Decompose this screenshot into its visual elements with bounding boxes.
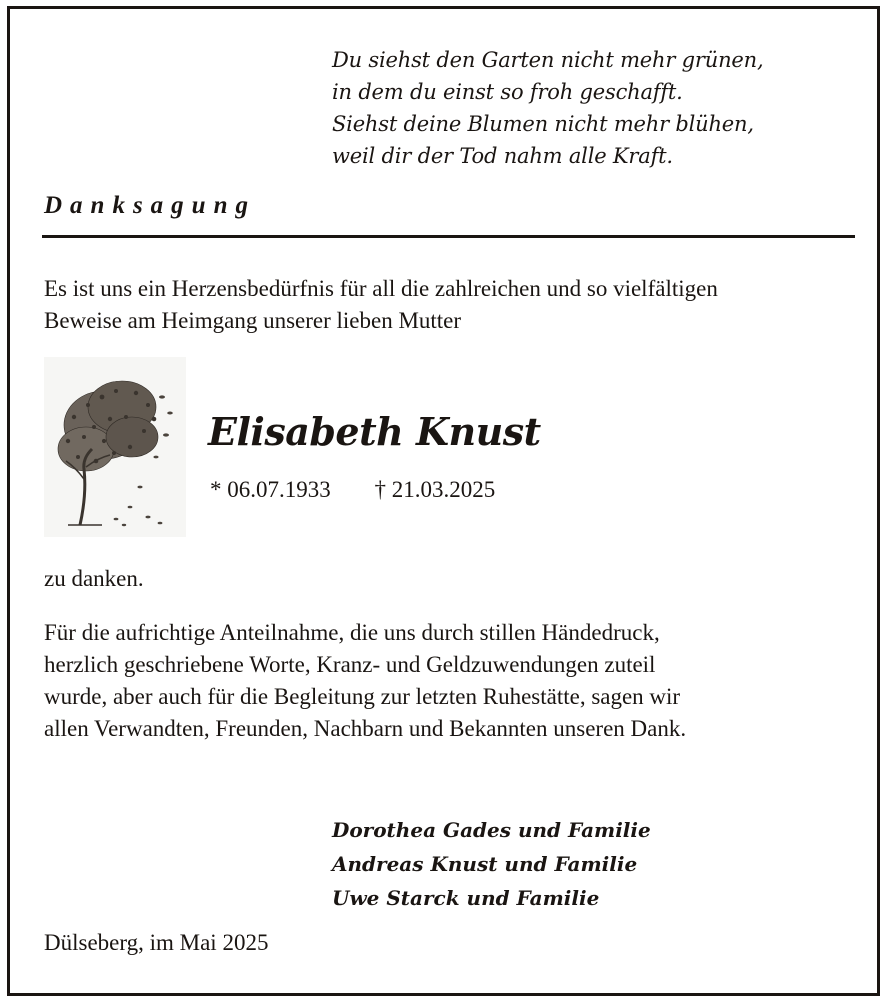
thanks-phrase: zu danken.: [44, 566, 144, 591]
life-dates: [210, 477, 495, 503]
intro-line: Es ist uns ein Herzensbedürfnis für all die zahlreichen und so vielfältigen: [44, 276, 718, 301]
notice-heading: Danksagung: [44, 192, 256, 219]
thanks-paragraph: [44, 617, 686, 745]
thanks-line: allen Verwandten, Freunden, Nachbarn und Bekannten unseren Dank.: [44, 716, 687, 741]
intro-line: Beweise am Heimgang unserer lieben Mutter: [44, 308, 462, 333]
heading-divider: [42, 235, 855, 238]
birth-date: * 06.07.1933: [210, 477, 331, 502]
tree-icon: [44, 357, 186, 537]
thanks-line: herzlich geschriebene Worte, Kranz- und Geldzuwendungen zuteil: [44, 652, 656, 677]
intro-paragraph: [44, 273, 718, 337]
place-and-date: Dülseberg, im Mai 2025: [44, 930, 269, 955]
thanks-line: wurde, aber auch für die Begleitung zur letzten Ruhestätte, sagen wir: [44, 684, 681, 709]
poem-line: in dem du einst so froh geschafft.: [332, 80, 683, 104]
deceased-name: Elisabeth Knust: [208, 409, 541, 454]
poem-line: Siehst deine Blumen nicht mehr blühen,: [332, 112, 754, 136]
signatures: [332, 813, 651, 915]
poem-line: weil dir der Tod nahm alle Kraft.: [332, 144, 673, 168]
thanks-line: Für die aufrichtige Anteilnahme, die uns durch stillen Händedruck,: [44, 620, 660, 645]
poem-line: Du siehst den Garten nicht mehr grünen,: [332, 48, 764, 72]
signature-line: Andreas Knust und Familie: [332, 852, 638, 876]
signature-line: Uwe Starck und Familie: [332, 886, 600, 910]
memorial-poem: [332, 44, 763, 172]
signature-line: Dorothea Gades und Familie: [332, 818, 651, 842]
death-date: † 21.03.2025: [374, 477, 496, 502]
